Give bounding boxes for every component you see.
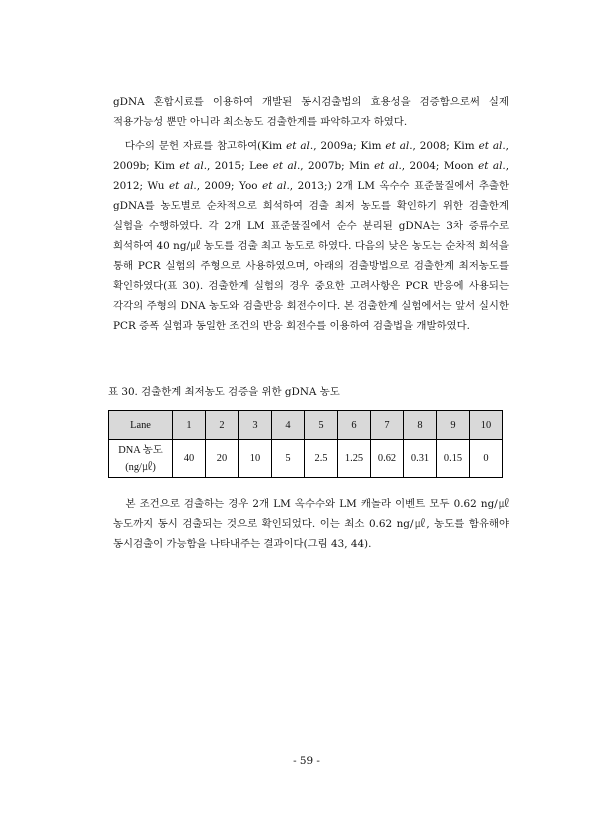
citation-etal: et al bbox=[179, 160, 204, 172]
citation-year: ., 2007b; bbox=[297, 160, 350, 172]
concentration-cell: 0 bbox=[470, 440, 503, 478]
paragraph-method-body: 2개 LM 옥수수 표준물질에서 추출한 gDNA를 농도별로 순차적으로 희석하여 검출 최저 농도를 확인하기 위한 검출한계 실험을 수행하였다. 각 2개 LM 표준물질에서 순수 분리된 gDNA는 3차 증류수로 희석하여 40 ng/㎕ 농도를 검출 최고 농도로 하였다. 다음의 낮은 농도는 순차적 희석을 통해 PCR 실험의 주형으로 사용하였으며, 아래의 검출방법으로 검출한계 최저농도를 확인하였다(표 30). 검출한계 실험의 경우 중요한 고려사항은 PCR 반응에 사용되는 각각의 주형의 DNA 농도와 검출반응 회전수이다. 본 검출한계 실험에서는 앞서 실시한 PCR 증폭 실험과 동일한 조건의 반응 회전수를 이용하여 검출법을 개발하였다. bbox=[113, 180, 509, 332]
lane-number-cell: 1 bbox=[173, 411, 206, 440]
concentration-cell: 2.5 bbox=[305, 440, 338, 478]
citation bbox=[148, 180, 240, 192]
concentration-cell: 5 bbox=[272, 440, 305, 478]
lane-number-cell: 7 bbox=[371, 411, 404, 440]
lane-number-cell: 9 bbox=[437, 411, 470, 440]
lane-number-cell: 3 bbox=[239, 411, 272, 440]
citation-etal: et al bbox=[286, 140, 310, 152]
citation-year: ., 2012; bbox=[113, 160, 510, 192]
citation-etal: et al bbox=[478, 160, 503, 172]
dna-concentration-label-line1: DNA 농도 bbox=[118, 444, 163, 456]
citation bbox=[361, 140, 454, 152]
citation-etal: et al bbox=[169, 180, 194, 192]
citation-year: ., 2009b; bbox=[113, 140, 509, 172]
paragraph-method: 다수의 문헌 자료를 참고하여(Kim et al., 2009a; Kim et al., 2008; Kim et al., 2009b; Kim et al., 2015; Lee et al., 2007b; Min et al., 2004; Moon et al., 2012; Wu et al., 2009; Yoo et al., 2013;) 2개 LM 옥수수 표준물질에서 추출한 gDNA를 농도별로 순차적으로 희석하여 검출 최저 농도를 확인하기 위한 검출한계 실험을 수행하였다. 각 2개 LM 표준물질에서 순수 분리된 gDNA는 3차 증류수로 희석하여 40 ng/㎕ 농도를 검출 최고 농도로 하였다. 다음의 낮은 농도는 순차적 희석을 통해 PCR 실험의 주형으로 사용하였으며, 아래의 검출방법으로 검출한계 최저농도를 확인하였다(표 30). 검출한계 실험의 경우 중요한 고려사항은 PCR 반응에 사용되는 각각의 주형의 DNA 농도와 검출반응 회전수이다. 본 검출한계 실험에서는 앞서 실시한 PCR 증폭 실험과 동일한 조건의 반응 회전수를 이용하여 검출법을 개발하였다. bbox=[113, 140, 510, 332]
lane-number-cell: 6 bbox=[338, 411, 371, 440]
lane-number-cell: 5 bbox=[305, 411, 338, 440]
citation-author: Yoo bbox=[239, 180, 263, 192]
citation-etal: et al bbox=[385, 140, 410, 152]
citation-author: Kim bbox=[453, 140, 479, 152]
citation bbox=[349, 160, 444, 172]
concentration-cell: 20 bbox=[206, 440, 239, 478]
citation-year: ., 2015; bbox=[203, 160, 250, 172]
concentration-cell: 1.25 bbox=[338, 440, 371, 478]
dna-concentration-label-unit: (ng/㎕) bbox=[125, 461, 156, 473]
citation-author: Moon bbox=[443, 160, 479, 172]
lane-number-cell: 2 bbox=[206, 411, 239, 440]
paragraph-method-intro: 다수의 문헌 자료를 참고하여 bbox=[124, 140, 258, 152]
dna-concentration-label bbox=[109, 440, 173, 478]
concentration-cell: 0.31 bbox=[404, 440, 437, 478]
citation bbox=[249, 160, 349, 172]
lane-number-cell: 4 bbox=[272, 411, 305, 440]
citation-year: ., 2013; bbox=[286, 180, 328, 192]
citation bbox=[239, 180, 328, 192]
citation-author: Kim bbox=[261, 140, 287, 152]
citation-year: ., 2004; bbox=[398, 160, 444, 172]
citation-author: Wu bbox=[147, 180, 169, 192]
concentration-cell: 10 bbox=[239, 440, 272, 478]
citation-year: ., 2009a; bbox=[309, 140, 361, 152]
table-caption: 표 30. 검출한계 최저농도 검증을 위한 gDNA 농도 bbox=[108, 386, 340, 398]
citation-etal: et al bbox=[272, 160, 297, 172]
lane-header-cell: Lane bbox=[109, 411, 173, 440]
table-row bbox=[109, 440, 503, 478]
citation-year: ., 2008; bbox=[409, 140, 454, 152]
lane-number-cell: 8 bbox=[404, 411, 437, 440]
paragraph-result-text: 본 조건으로 검출하는 경우 2개 LM 옥수수와 LM 캐놀라 이벤트 모두 0.62 ng/㎕농도까지 동시 검출되는 것으로 확인되었다. 이는 최소 0.62 ng/㎕, 농도를 함유해야 동시검출이 가능함을 나타내주는 결과이다(그림 43, 44). bbox=[113, 498, 509, 550]
citation bbox=[261, 140, 360, 152]
concentration-cell: 40 bbox=[173, 440, 206, 478]
citation-author: Lee bbox=[249, 160, 273, 172]
citation-etal: et al bbox=[262, 180, 287, 192]
citation bbox=[154, 160, 249, 172]
page-number: - 59 - bbox=[293, 755, 320, 767]
concentration-cell: 0.62 bbox=[371, 440, 404, 478]
table-header-row bbox=[109, 411, 503, 440]
concentration-cell: 0.15 bbox=[437, 440, 470, 478]
paragraph-purpose: gDNA 혼합시료를 이용하여 개발된 동시검출법의 효용성을 검증함으로써 실제 적용가능성 뿐만 아니라 최소농도 검출한계를 파악하고자 하였다. bbox=[113, 96, 509, 128]
citation-etal: et al bbox=[478, 140, 503, 152]
citation-author: Kim bbox=[360, 140, 386, 152]
citation-year: ., 2009; bbox=[193, 180, 240, 192]
citation-author: Kim bbox=[154, 160, 180, 172]
lane-number-cell: 10 bbox=[470, 411, 503, 440]
citation-etal: et al bbox=[374, 160, 399, 172]
citation-author: Min bbox=[349, 160, 375, 172]
concentration-table bbox=[108, 410, 503, 478]
paragraph-result bbox=[113, 494, 509, 554]
